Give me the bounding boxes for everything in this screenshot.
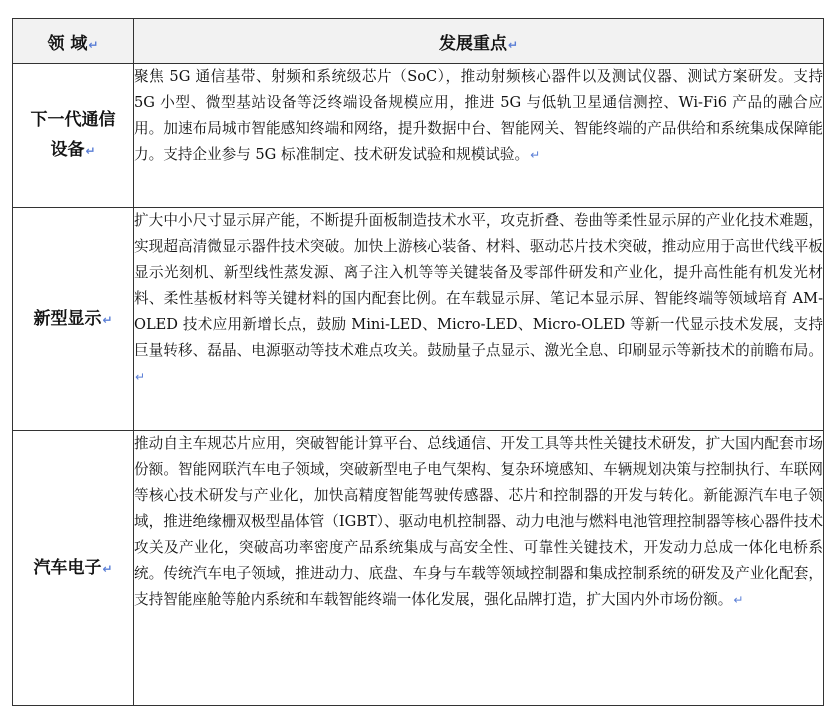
focus-cell [134, 208, 824, 431]
domain-label: 汽车电子 [33, 557, 102, 578]
table-header-row [13, 19, 824, 64]
focus-text: 聚焦 5G 通信基带、射频和系统级芯片（SoC），推动射频核心器件以及测试仪器、测试方案研发。支持 5G 小型、微型基站设备等泛终端设备规模应用，推进 5G 与低轨卫星通信测控、Wi-Fi6 产品的融合应用。加速布局城市智能感知终端和网络，提升数据中台、智能网关、智能终端的产品供给和系统集成保障能力。支持企业参与 5G 标准制定、技术研发试验和规模试验。 [134, 68, 823, 163]
domain-label: 下一代通信 [30, 110, 116, 130]
return-mark-icon: ↵ [102, 312, 113, 327]
domain-label-line2: 设备 [50, 140, 85, 160]
focus-text: 扩大中小尺寸显示屏产能，不断提升面板制造技术水平，攻克折叠、卷曲等柔性显示屏的产业化技术难题，实现超高清微显示器件技术突破。加快上游核心装备、材料、驱动芯片技术突破，推动应用于高世代线平板显示光刻机、新型线性蒸发源、离子注入机等等关键装备及零部件研发和产业化，提升高性能有机发光材料、柔性基板材料等关键材料的国内配套比例。在车载显示屏、笔记本显示屏、智能终端等领域培育 AM-OLED 技术应用新增长点，鼓励 Mini-LED、Micro-LED、Micro-OLED 等新一代显示技术发展，支持巨量转移、磊晶、电源驱动等技术难点攻关。鼓励量子点显示、激光全息、印刷显示等新技术的前瞻布局。 [134, 212, 823, 359]
return-mark-icon: ↵ [507, 37, 519, 52]
focus-cell [134, 431, 824, 706]
focus-cell [134, 64, 824, 208]
development-focus-table [12, 18, 824, 706]
return-mark-icon: ↵ [530, 148, 541, 162]
domain-cell [13, 64, 134, 208]
domain-label: 新型显示 [33, 308, 102, 329]
return-mark-icon: ↵ [88, 37, 99, 52]
table-row [13, 431, 824, 706]
return-mark-icon: ↵ [85, 144, 96, 158]
table-row [13, 64, 824, 208]
return-mark-icon: ↵ [135, 370, 146, 384]
return-mark-icon: ↵ [733, 593, 744, 607]
table-row [13, 208, 824, 431]
return-mark-icon: ↵ [102, 561, 113, 576]
focus-text: 推动自主车规芯片应用，突破智能计算平台、总线通信、开发工具等共性关键技术研发，扩大国内配套市场份额。智能网联汽车电子领域，突破新型电子电气架构、复杂环境感知、车辆规划决策与控制执行、车联网等核心技术研发与产业化，加快高精度智能驾驶传感器、芯片和控制器的开发与转化。新能源汽车电子领域，推进绝缘栅双极型晶体管（IGBT）、驱动电机控制器、动力电池与燃料电池管理控制器等核心器件技术攻关及产业化，突破高功率密度产品系统集成与高安全性、可靠性关键技术，开发动力总成一体化电桥系统。传统汽车电子领域，推进动力、底盘、车身与车载等领域控制器和集成控制系统的研发及产业化配套，支持智能座舱等舱内系统和车载智能终端一体化发展，强化品牌打造，扩大国内外市场份额。 [134, 435, 823, 608]
domain-cell [13, 431, 134, 706]
header-focus: 发展重点↵ [134, 19, 824, 64]
domain-cell [13, 208, 134, 431]
header-domain: 领 域↵ [13, 19, 134, 64]
